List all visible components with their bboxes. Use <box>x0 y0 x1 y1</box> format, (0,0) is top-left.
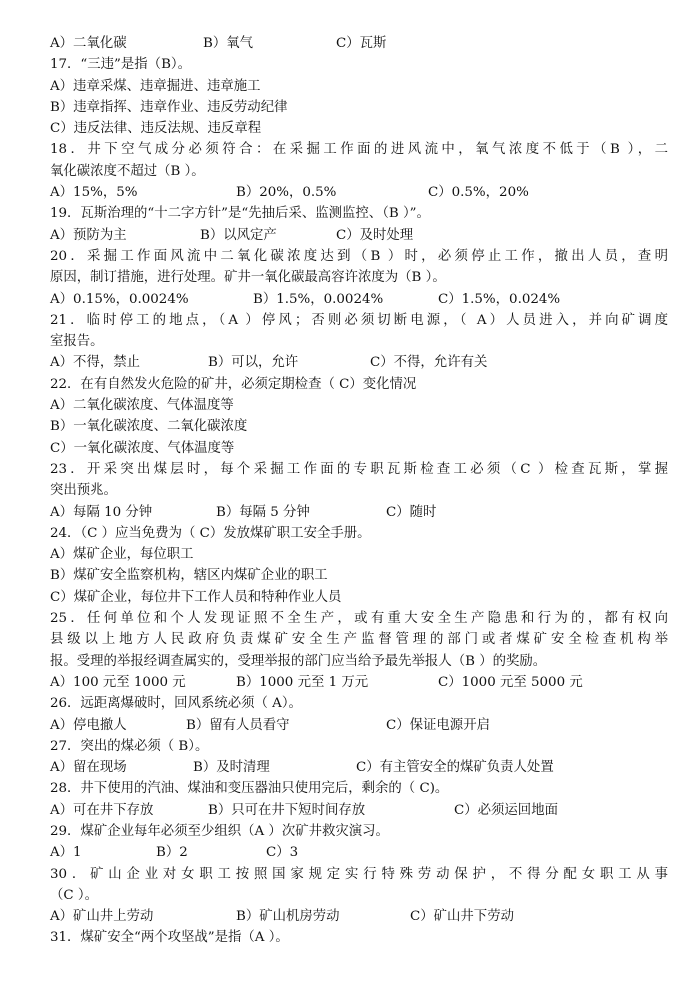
question-29: 29．煤矿企业每年必须至少组织（A ）次矿井救灾演习。 <box>50 823 389 839</box>
option-b: B）1000 元至 1 万元 <box>236 674 369 690</box>
options-row <box>50 672 668 693</box>
option-b: B）留有人员看守 <box>186 717 290 733</box>
question-21: 21．临时停工的地点，（A ）停风；否则必须切断电源，（ A）人员进入，并向矿调度 <box>50 312 668 328</box>
question-19: 19．瓦斯治理的“十二字方针”是“先抽后采、监测监控、（B ）”。 <box>50 206 430 222</box>
question-21-cont: 室报告。 <box>50 334 104 350</box>
question-25-cont: 报。受理的举报经调查属实的，受理举报的部门应当给予最先举报人（B ）的奖励。 <box>50 653 547 669</box>
option-c: C）矿山井下劳动 <box>410 909 514 925</box>
option-c: C）3 <box>266 845 299 861</box>
option-a: A）二氧化碳浓度、气体温度等 <box>50 398 234 414</box>
option-a: A）留在现场 <box>50 760 127 776</box>
option-b: B）矿山机房劳动 <box>236 909 340 925</box>
option-a: A）违章采煤、违章掘进、违章施工 <box>50 78 261 94</box>
question-30-cont: （C ）。 <box>50 887 98 903</box>
options-row <box>50 800 668 821</box>
option-b: B）以风定产 <box>200 227 277 243</box>
option-b: B）20%，0.5% <box>236 185 337 201</box>
options-row <box>50 842 668 863</box>
option-a: A）停电撤人 <box>50 717 127 733</box>
option-b: B）2 <box>156 845 188 861</box>
option-c: C）必须运回地面 <box>454 802 558 818</box>
option-c: C）1.5%，0.024% <box>438 291 561 307</box>
option-a: A）15%，5% <box>50 185 138 201</box>
question-28: 28．井下使用的汽油、煤油和变压器油只使用完后，剩余的（ C)。 <box>50 781 449 797</box>
question-20: 20．采掘工作面风流中二氧化碳浓度达到（B ）时，必须停止工作，撤出人员，查明 <box>50 248 668 264</box>
option-c: C）有主管安全的煤矿负责人处置 <box>356 760 554 776</box>
question-18: 18．井下空气成分必须符合：在采掘工作面的进风流中，氧气浓度不低于（B ），二 <box>50 142 668 158</box>
option-b: B）违章指挥、违章作业、违反劳动纪律 <box>50 99 288 115</box>
question-24: 24．（C ）应当免费为（ C）发放煤矿职工安全手册。 <box>50 525 371 541</box>
option-b: B）只可在井下短时间存放 <box>208 802 366 818</box>
option-a: A）不得，禁止 <box>50 355 141 371</box>
option-b: B）1.5%，0.0024% <box>253 291 384 307</box>
question-31: 31．煤矿安全“两个攻坚战”是指（A ）。 <box>50 930 289 946</box>
options-row <box>50 289 668 310</box>
options-row <box>50 906 668 927</box>
question-25: 25．任何单位和个人发现证照不全生产，或有重大安全生产隐患和行为的，都有权向 <box>50 611 668 627</box>
question-25-cont: 县级以上地方人民政府负责煤矿安全生产监督管理的部门或者煤矿安全检查机构举 <box>50 632 668 648</box>
options-row <box>50 715 668 736</box>
option-c: C）煤矿企业，每位井下工作人员和特种作业人员 <box>50 589 342 605</box>
option-c: C）不得，允许有关 <box>370 355 488 371</box>
option-b: B）煤矿安全监察机构，辖区内煤矿企业的职工 <box>50 568 328 584</box>
question-30: 30．矿山企业对女职工按照国家规定实行特殊劳动保护，不得分配女职工从事 <box>50 866 668 882</box>
options-row <box>50 352 668 373</box>
options-row <box>50 33 668 54</box>
option-c: C）瓦斯 <box>336 36 387 51</box>
options-row <box>50 225 668 246</box>
option-a: A）二氧化碳 <box>50 36 127 51</box>
option-a: A）1 <box>50 845 82 861</box>
question-23-cont: 突出预兆。 <box>50 483 117 499</box>
question-22: 22．在有自然发火危险的矿井，必须定期检查（ C）变化情况 <box>50 376 417 392</box>
option-c: C）1000 元至 5000 元 <box>438 674 583 690</box>
question-17: 17．“三违”是指（B）。 <box>50 57 191 73</box>
option-c: C）违反法律、违反法规、违反章程 <box>50 121 262 137</box>
question-27: 27．突出的煤必须（ B）。 <box>50 738 209 754</box>
question-18-cont: 氧化碳浓度不超过（B ）。 <box>50 163 205 179</box>
option-c: C）0.5%，20% <box>428 185 529 201</box>
options-row <box>50 502 668 523</box>
option-b: B）一氧化碳浓度、二氧化碳浓度 <box>50 419 248 435</box>
option-b: B）氧气 <box>203 36 254 51</box>
option-a: A）预防为主 <box>50 227 127 243</box>
option-a: A）矿山井上劳动 <box>50 909 154 925</box>
option-c: C）随时 <box>386 504 437 520</box>
option-c: C）一氧化碳浓度、气体温度等 <box>50 440 235 456</box>
question-26: 26．远距离爆破时，回风系统必须（ A）。 <box>50 696 302 712</box>
options-row <box>50 182 668 203</box>
option-b: B）每隔 5 分钟 <box>216 504 310 520</box>
question-20-cont: 原因，制订措施，进行处理。矿井一氧化碳最高容许浓度为（B ）。 <box>50 270 446 286</box>
option-b: B）及时清理 <box>193 760 270 776</box>
option-a: A）0.15%，0.0024% <box>50 291 189 307</box>
option-a: A）100 元至 1000 元 <box>50 674 186 690</box>
option-a: A）每隔 10 分钟 <box>50 504 153 520</box>
options-row <box>50 757 668 778</box>
question-23: 23．开采突出煤层时，每个采掘工作面的专职瓦斯检查工必须（C ）检查瓦斯，掌握 <box>50 461 668 477</box>
option-c: C）保证电源开启 <box>386 717 490 733</box>
option-a: A）可在井下存放 <box>50 802 154 818</box>
option-a: A）煤矿企业，每位职工 <box>50 547 194 563</box>
option-b: B）可以，允许 <box>208 355 299 371</box>
option-c: C）及时处理 <box>336 227 414 243</box>
